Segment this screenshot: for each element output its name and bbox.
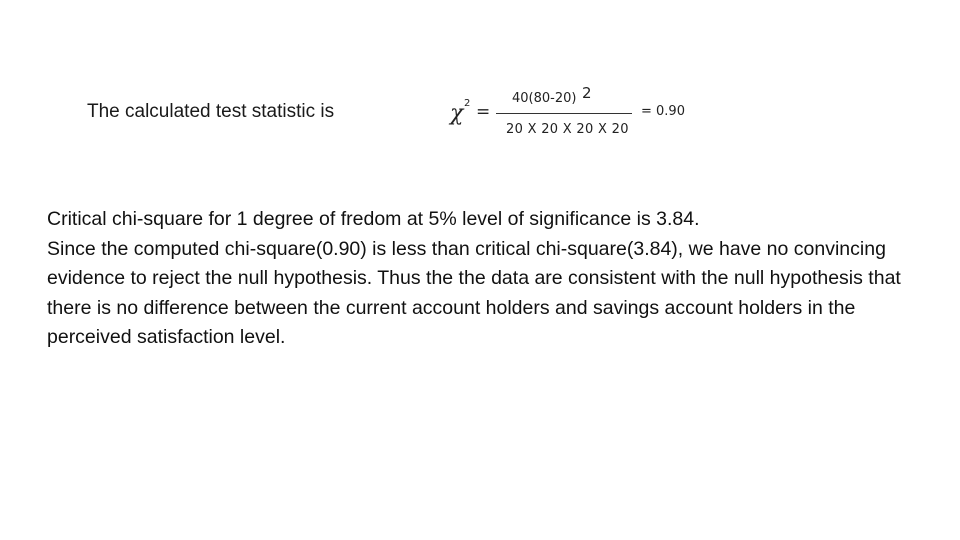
conclusion-text (47, 205, 927, 353)
fraction-bar (496, 113, 632, 114)
formula-result: = 0.90 (641, 104, 685, 119)
conclusion-paragraph: Since the computed chi-square(0.90) is less than critical chi-square(3.84), we have no convincing evidence to reject the null hypothesis. Thus the the data are consistent with the null hypothesis that there is no difference between the current account holders and savings account holders in the perceived satisfaction level. (47, 237, 901, 348)
formula-denominator: 20 X 20 X 20 X 20 (506, 122, 629, 137)
numerator-exponent: 2 (582, 84, 592, 102)
equals-sign: = (476, 102, 491, 122)
chi-symbol: χ (450, 101, 464, 126)
intro-text: The calculated test statistic is (87, 101, 335, 122)
chi-square-formula (448, 84, 708, 154)
critical-value-paragraph: Critical chi-square for 1 degree of fredom at 5% level of significance is 3.84. (47, 208, 700, 230)
formula-numerator: 40(80-20) (512, 91, 577, 106)
chi-exponent: 2 (464, 98, 471, 109)
